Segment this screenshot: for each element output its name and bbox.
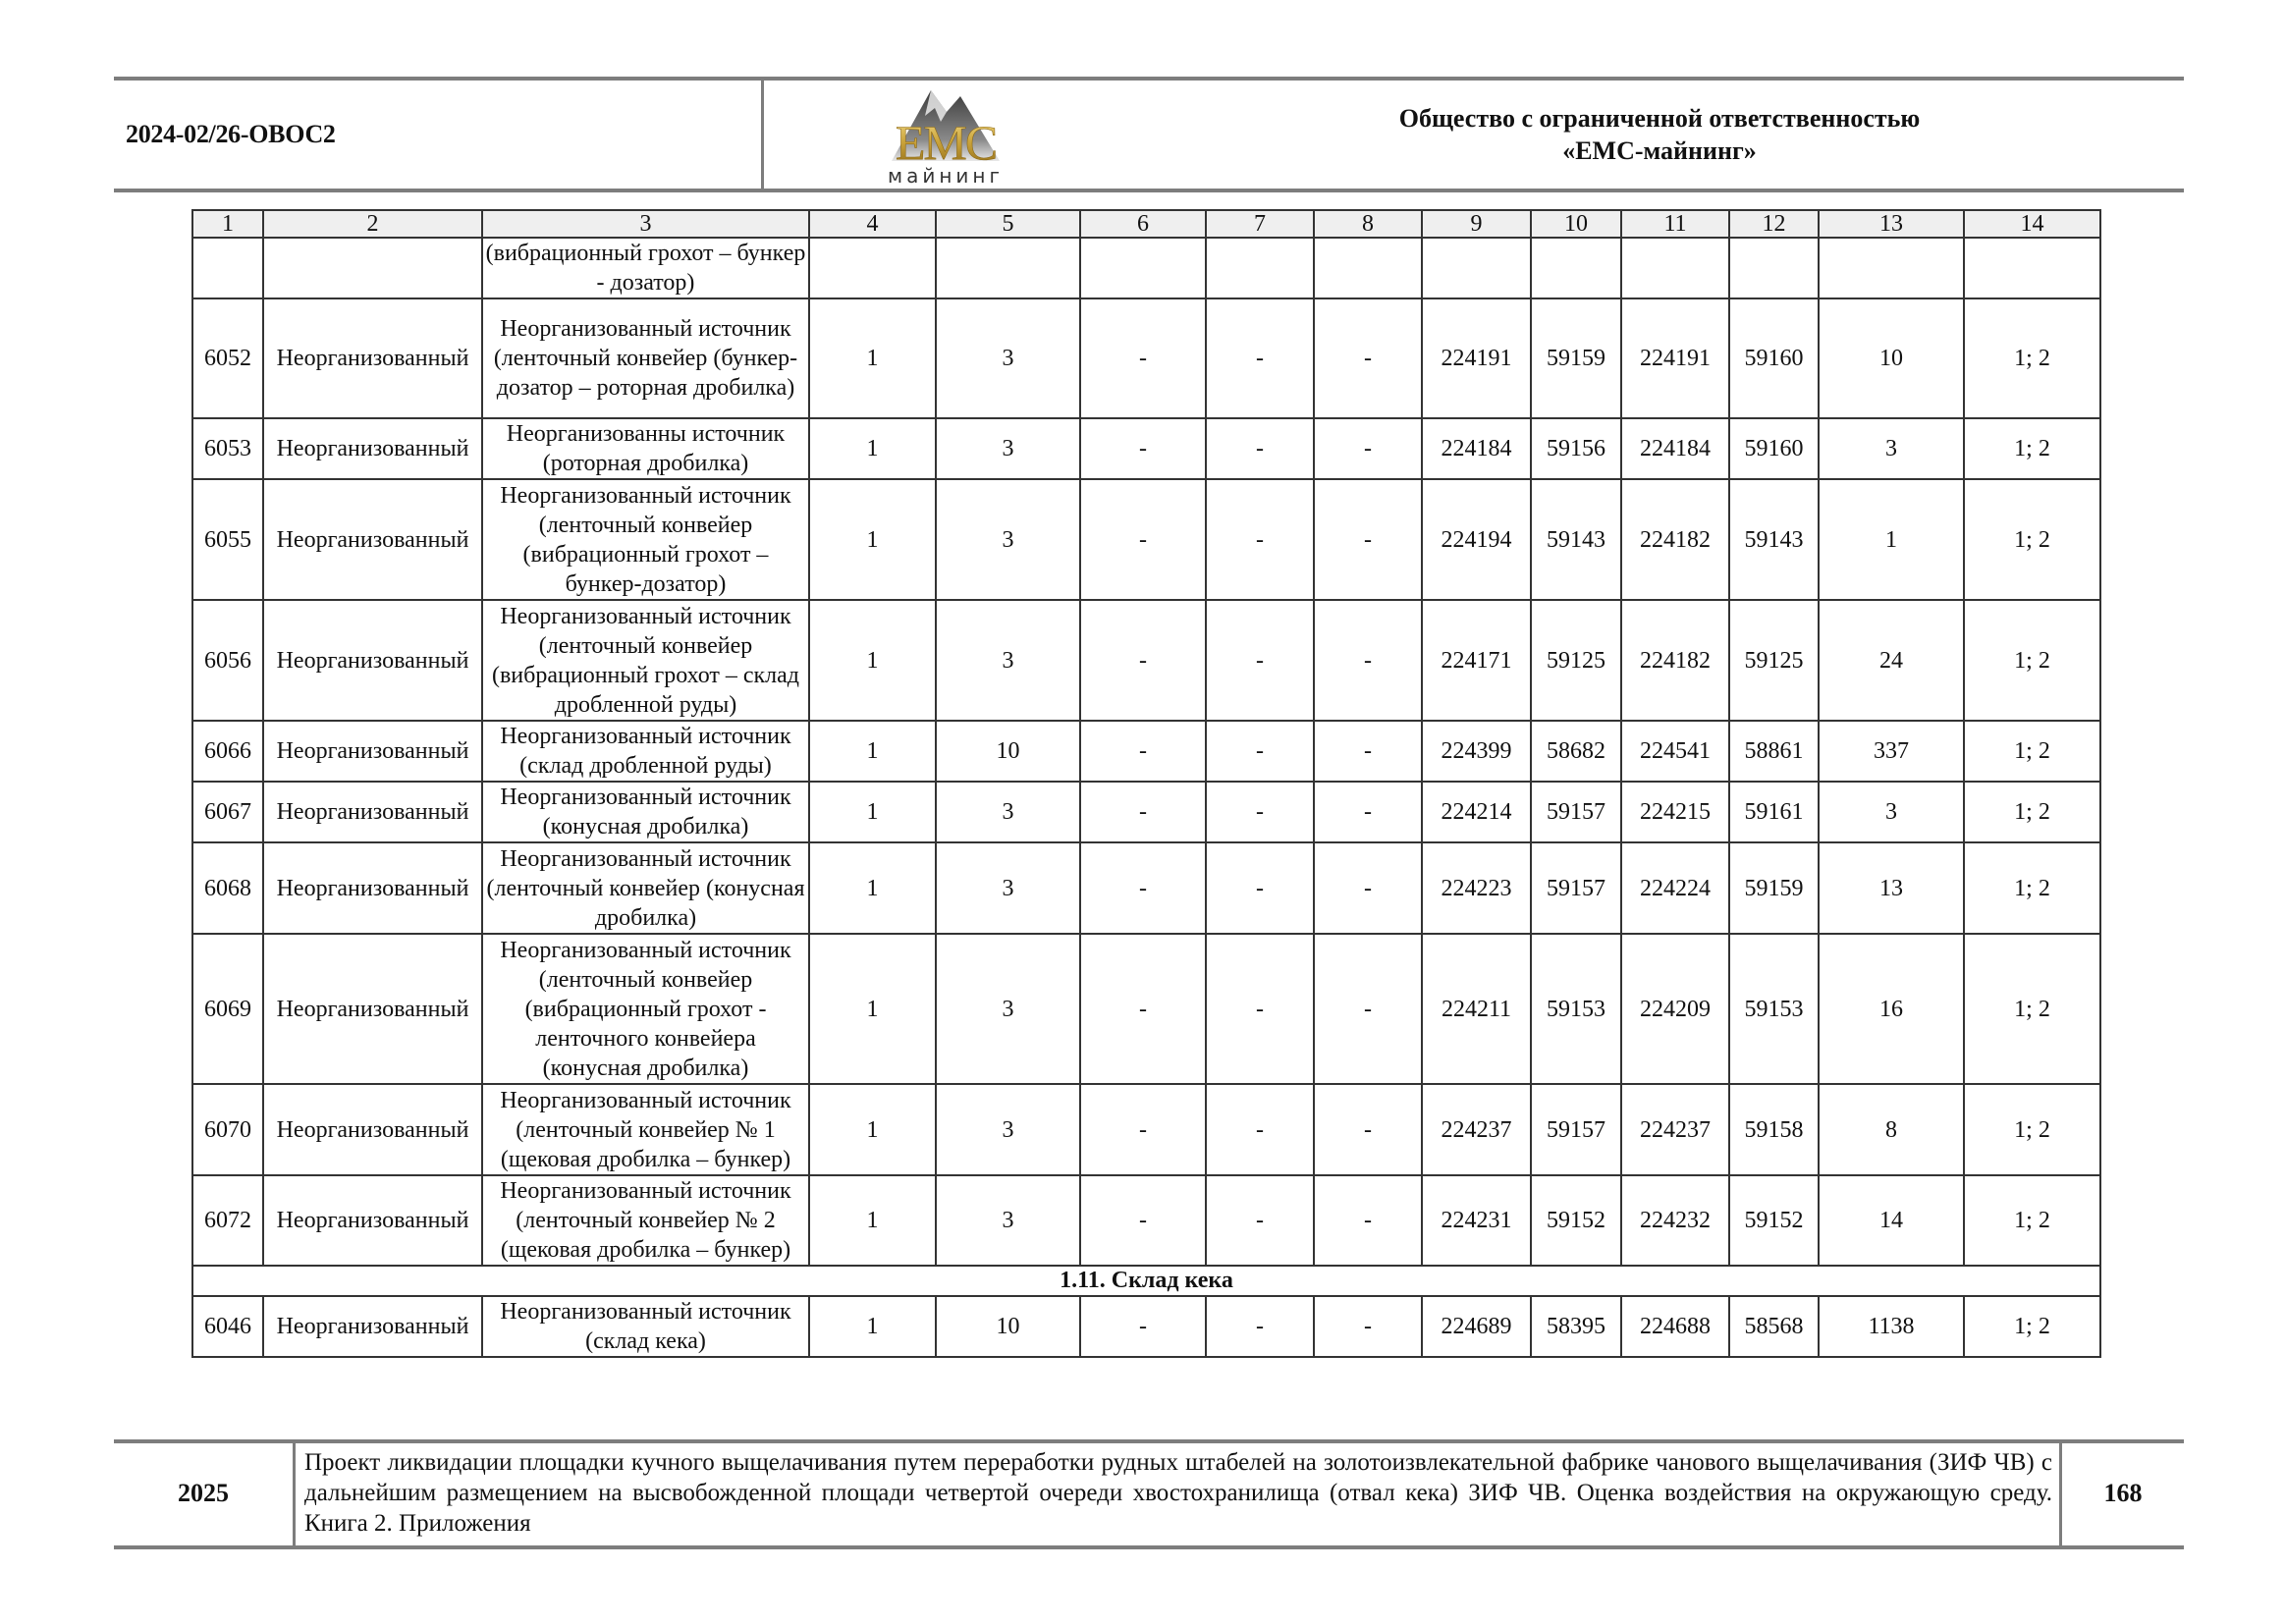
cell-source-description: Неорганизованный источник (склад кека) (482, 1296, 809, 1357)
cell-source-description: Неорганизованный источник (ленточный конвейер (вибрационный грохот – склад дробленной руды) (482, 600, 809, 721)
cell-y1: 59157 (1531, 1084, 1621, 1175)
section-title: 1.11. Склад кека (192, 1266, 2100, 1296)
cell-width: 3 (1819, 782, 1964, 842)
header-top-rule (114, 77, 2184, 81)
cell-count: 1 (809, 1084, 936, 1175)
table-row (192, 842, 2100, 934)
cell: - (1206, 842, 1314, 934)
cell-height: 3 (936, 418, 1080, 479)
column-number: 6 (1080, 210, 1206, 238)
cell-source-type: Неорганизованный (263, 721, 482, 782)
cell-notes: 1; 2 (1964, 298, 2100, 418)
cell-x1: 224214 (1422, 782, 1531, 842)
page-number: 168 (2103, 1479, 2143, 1507)
cell-source-type: Неорганизованный (263, 934, 482, 1084)
cell-source-number: 6055 (192, 479, 263, 600)
cell-source-type: Неорганизованный (263, 1084, 482, 1175)
cell-height: 3 (936, 842, 1080, 934)
cell (1206, 238, 1314, 298)
cell-width: 337 (1819, 721, 1964, 782)
cell: - (1314, 721, 1422, 782)
cell-y1: 59125 (1531, 600, 1621, 721)
cell-count: 1 (809, 721, 936, 782)
cell-count: 1 (809, 298, 936, 418)
cell: - (1206, 1175, 1314, 1266)
cell-source-description: Неорганизованный источник (ленточный конвейер (вибрационный грохот - ленточного конвейера (конусная дробилка) (482, 934, 809, 1084)
footer-divider-left (293, 1441, 296, 1547)
mountain-logo-icon (862, 82, 1029, 187)
cell: - (1314, 842, 1422, 934)
table-row-continuation (192, 238, 2100, 298)
document-code: 2024-02/26-ОВОС2 (126, 120, 336, 148)
cell-x2: 224209 (1621, 934, 1729, 1084)
cell-notes: 1; 2 (1964, 418, 2100, 479)
cell-height: 3 (936, 1084, 1080, 1175)
cell-source-number: 6056 (192, 600, 263, 721)
cell: - (1206, 600, 1314, 721)
cell-height: 3 (936, 934, 1080, 1084)
column-number: 3 (482, 210, 809, 238)
cell: - (1314, 782, 1422, 842)
cell-width: 14 (1819, 1175, 1964, 1266)
cell-width: 10 (1819, 298, 1964, 418)
cell-notes: 1; 2 (1964, 782, 2100, 842)
cell: - (1080, 721, 1206, 782)
cell-source-type: Неорганизованный (263, 1175, 482, 1266)
cell: - (1080, 1175, 1206, 1266)
cell: - (1314, 418, 1422, 479)
cell-x1: 224171 (1422, 600, 1531, 721)
company-logo (862, 82, 1029, 187)
cell (809, 238, 936, 298)
cell-width: 1 (1819, 479, 1964, 600)
cell: - (1080, 298, 1206, 418)
cell: - (1080, 934, 1206, 1084)
cell-y1: 58682 (1531, 721, 1621, 782)
cell-source-number: 6070 (192, 1084, 263, 1175)
column-number: 4 (809, 210, 936, 238)
cell-source-number (192, 238, 263, 298)
cell-y1: 59159 (1531, 298, 1621, 418)
cell: - (1206, 298, 1314, 418)
header-bottom-rule (114, 189, 2184, 192)
cell-height: 3 (936, 298, 1080, 418)
footer-top-rule (114, 1439, 2184, 1443)
cell: - (1080, 1296, 1206, 1357)
cell: - (1206, 934, 1314, 1084)
cell-source-type: Неорганизованный (263, 479, 482, 600)
table-row (192, 298, 2100, 418)
cell-source-description: Неорганизованны источник (роторная дробилка) (482, 418, 809, 479)
cell-source-type: Неорганизованный (263, 1296, 482, 1357)
cell: - (1314, 298, 1422, 418)
cell-width: 16 (1819, 934, 1964, 1084)
cell-source-description: Неорганизованный источник (ленточный конвейер (вибрационный грохот – бункер-дозатор) (482, 479, 809, 600)
cell-width: 8 (1819, 1084, 1964, 1175)
cell-y1: 59157 (1531, 842, 1621, 934)
footer-bottom-rule (114, 1545, 2184, 1549)
cell-notes: 1; 2 (1964, 842, 2100, 934)
cell-source-type: Неорганизованный (263, 298, 482, 418)
cell-height: 3 (936, 479, 1080, 600)
column-number: 7 (1206, 210, 1314, 238)
table-row (192, 418, 2100, 479)
cell-width: 24 (1819, 600, 1964, 721)
cell: - (1080, 418, 1206, 479)
svg-text:ЕМС: ЕМС (895, 115, 997, 170)
cell: - (1206, 1084, 1314, 1175)
cell-source-type: Неорганизованный (263, 600, 482, 721)
cell-y2: 58568 (1729, 1296, 1819, 1357)
table-row (192, 782, 2100, 842)
cell-x1: 224231 (1422, 1175, 1531, 1266)
cell-count: 1 (809, 934, 936, 1084)
cell-y1: 59143 (1531, 479, 1621, 600)
cell-source-description: Неорганизованный источник (ленточный конвейер № 2 (щековая дробилка – бункер) (482, 1175, 809, 1266)
cell-source-number: 6052 (192, 298, 263, 418)
section-heading-row (192, 1266, 2100, 1296)
cell-notes: 1; 2 (1964, 1296, 2100, 1357)
cell-notes: 1; 2 (1964, 479, 2100, 600)
footer-year: 2025 (178, 1479, 229, 1507)
cell (1621, 238, 1729, 298)
column-number: 10 (1531, 210, 1621, 238)
cell-x1: 224211 (1422, 934, 1531, 1084)
cell-count: 1 (809, 1175, 936, 1266)
cell-x1: 224194 (1422, 479, 1531, 600)
cell-x2: 224237 (1621, 1084, 1729, 1175)
cell (1964, 238, 2100, 298)
cell-y1: 58395 (1531, 1296, 1621, 1357)
cell-source-description: Неорганизованный источник (ленточный конвейер (конусная дробилка) (482, 842, 809, 934)
cell-x1: 224191 (1422, 298, 1531, 418)
cell-width: 3 (1819, 418, 1964, 479)
cell-x1: 224223 (1422, 842, 1531, 934)
cell: - (1314, 479, 1422, 600)
footer-project-description: Проект ликвидации площадки кучного выщелачивания путем переработки рудных штабелей на золотоизвлекательной фабрике чанового выщелачивания (ЗИФ ЧВ) с дальнейшим размещением на высвобожденной площади четвертой очереди хвостохранилища (отвал кека) ЗИФ ЧВ. Оценка воздействия на окружающую среду. Книга 2. Приложения (304, 1449, 2052, 1537)
cell-y2: 59160 (1729, 418, 1819, 479)
cell-x1: 224689 (1422, 1296, 1531, 1357)
cell-y1: 59153 (1531, 934, 1621, 1084)
cell-source-type (263, 238, 482, 298)
cell-height: 3 (936, 600, 1080, 721)
cell: - (1314, 1175, 1422, 1266)
table-row (192, 600, 2100, 721)
cell (1422, 238, 1531, 298)
cell-x1: 224237 (1422, 1084, 1531, 1175)
table-row (192, 934, 2100, 1084)
cell-y2: 59159 (1729, 842, 1819, 934)
cell-x2: 224182 (1621, 600, 1729, 721)
cell: - (1080, 600, 1206, 721)
cell-x2: 224215 (1621, 782, 1729, 842)
cell-width: 1138 (1819, 1296, 1964, 1357)
cell: - (1080, 842, 1206, 934)
cell-y2: 59161 (1729, 782, 1819, 842)
column-number-row (192, 210, 2100, 238)
cell-source-number: 6046 (192, 1296, 263, 1357)
column-number: 9 (1422, 210, 1531, 238)
cell-x2: 224191 (1621, 298, 1729, 418)
cell-count: 1 (809, 842, 936, 934)
cell-count: 1 (809, 418, 936, 479)
cell-x2: 224688 (1621, 1296, 1729, 1357)
cell-width: 13 (1819, 842, 1964, 934)
cell-source-description: (вибрационный грохот – бункер - дозатор) (482, 238, 809, 298)
column-number: 13 (1819, 210, 1964, 238)
cell (1314, 238, 1422, 298)
company-name-line1: Общество с ограниченной ответственностью (1398, 104, 1921, 133)
cell-height: 3 (936, 1175, 1080, 1266)
cell-y2: 59153 (1729, 934, 1819, 1084)
cell (1729, 238, 1819, 298)
cell-x2: 224541 (1621, 721, 1729, 782)
cell-height: 10 (936, 1296, 1080, 1357)
cell: - (1206, 1296, 1314, 1357)
cell: - (1206, 479, 1314, 600)
cell-source-description: Неорганизованный источник (склад дробленной руды) (482, 721, 809, 782)
cell-source-number: 6067 (192, 782, 263, 842)
cell-y2: 59143 (1729, 479, 1819, 600)
column-number: 12 (1729, 210, 1819, 238)
column-number: 1 (192, 210, 263, 238)
cell-source-description: Неорганизованный источник (конусная дробилка) (482, 782, 809, 842)
cell-count: 1 (809, 479, 936, 600)
cell-notes: 1; 2 (1964, 600, 2100, 721)
cell: - (1080, 782, 1206, 842)
cell-y2: 59152 (1729, 1175, 1819, 1266)
cell-height: 3 (936, 782, 1080, 842)
cell-notes: 1; 2 (1964, 934, 2100, 1084)
cell-x2: 224182 (1621, 479, 1729, 600)
cell-y2: 58861 (1729, 721, 1819, 782)
cell-x1: 224184 (1422, 418, 1531, 479)
cell-source-number: 6072 (192, 1175, 263, 1266)
cell-notes: 1; 2 (1964, 1084, 2100, 1175)
cell: - (1314, 1084, 1422, 1175)
cell: - (1206, 418, 1314, 479)
company-name-line2: «ЕМС-майнинг» (1562, 136, 1757, 165)
cell-y1: 59156 (1531, 418, 1621, 479)
cell-x2: 224224 (1621, 842, 1729, 934)
cell (1819, 238, 1964, 298)
table-row (192, 1296, 2100, 1357)
table-row (192, 479, 2100, 600)
cell-y1: 59157 (1531, 782, 1621, 842)
cell (1531, 238, 1621, 298)
company-name (1237, 102, 2082, 167)
cell: - (1314, 600, 1422, 721)
cell-notes: 1; 2 (1964, 1175, 2100, 1266)
column-number: 8 (1314, 210, 1422, 238)
cell-x2: 224184 (1621, 418, 1729, 479)
column-number: 5 (936, 210, 1080, 238)
svg-text:майнинг: майнинг (888, 164, 1004, 187)
table-row (192, 1084, 2100, 1175)
cell-y2: 59125 (1729, 600, 1819, 721)
cell: - (1314, 1296, 1422, 1357)
cell-y2: 59160 (1729, 298, 1819, 418)
cell-count: 1 (809, 1296, 936, 1357)
emission-sources-table (191, 209, 2101, 1358)
cell-y2: 59158 (1729, 1084, 1819, 1175)
table-row (192, 721, 2100, 782)
header-divider (761, 79, 764, 190)
cell-x1: 224399 (1422, 721, 1531, 782)
cell-notes: 1; 2 (1964, 721, 2100, 782)
cell-count: 1 (809, 782, 936, 842)
table-row (192, 1175, 2100, 1266)
cell-source-description: Неорганизованный источник (ленточный конвейер (бункер-дозатор – роторная дробилка) (482, 298, 809, 418)
cell-source-number: 6066 (192, 721, 263, 782)
column-number: 11 (1621, 210, 1729, 238)
cell-source-type: Неорганизованный (263, 842, 482, 934)
cell-count: 1 (809, 600, 936, 721)
cell-height: 10 (936, 721, 1080, 782)
cell (936, 238, 1080, 298)
cell-x2: 224232 (1621, 1175, 1729, 1266)
cell: - (1080, 1084, 1206, 1175)
cell-source-description: Неорганизованный источник (ленточный конвейер № 1 (щековая дробилка – бункер) (482, 1084, 809, 1175)
cell-source-type: Неорганизованный (263, 782, 482, 842)
cell-source-number: 6068 (192, 842, 263, 934)
column-number: 2 (263, 210, 482, 238)
cell-source-type: Неорганизованный (263, 418, 482, 479)
cell: - (1206, 782, 1314, 842)
column-number: 14 (1964, 210, 2100, 238)
cell: - (1314, 934, 1422, 1084)
cell (1080, 238, 1206, 298)
cell: - (1206, 721, 1314, 782)
cell-y1: 59152 (1531, 1175, 1621, 1266)
cell: - (1080, 479, 1206, 600)
cell-source-number: 6069 (192, 934, 263, 1084)
cell-source-number: 6053 (192, 418, 263, 479)
